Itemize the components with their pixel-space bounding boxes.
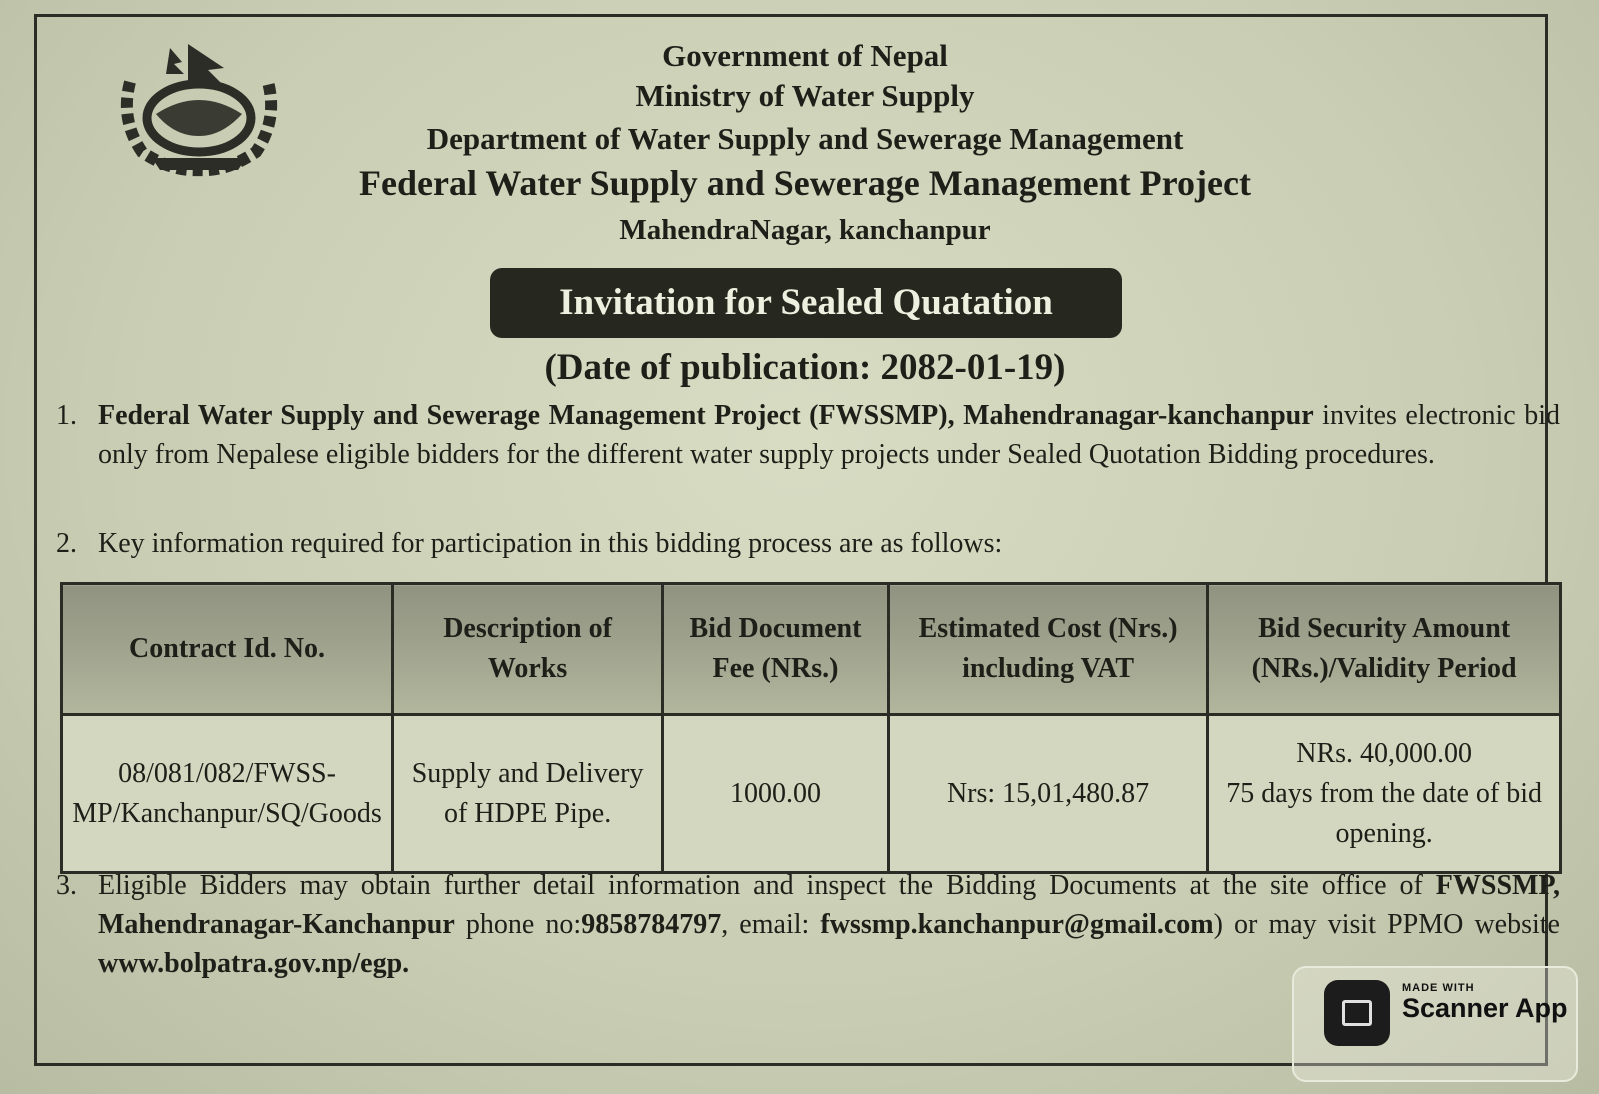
security-amount: NRs. 40,000.00 [1296, 737, 1473, 769]
watermark-made-with: MADE WITH [1402, 982, 1475, 994]
header-fee: Bid Document Fee (NRs.) [663, 584, 889, 715]
header-project: Federal Water Supply and Sewerage Management Project [359, 163, 1251, 203]
paragraph-1 [56, 396, 1560, 474]
paragraph-number: 2. [56, 528, 77, 559]
validity-period: 75 days from the date of bid opening. [1226, 777, 1542, 849]
paragraph-1-bold: Federal Water Supply and Sewerage Management Project (FWSSMP), Mahendranagar-kanchanpur [98, 400, 1314, 431]
publication-date: (Date of publication: 2082-01-19) [544, 347, 1066, 388]
paragraph-2 [56, 524, 1560, 563]
header-estimated-cost: Estimated Cost (Nrs.) including VAT [888, 584, 1207, 715]
nepal-emblem-icon [112, 40, 286, 178]
cell-fee: 1000.00 [663, 715, 889, 873]
cell-contract-id: 08/081/082/FWSS-MP/Kanchanpur/SQ/Goods [62, 715, 393, 873]
paragraph-number: 1. [56, 400, 77, 431]
site-office: FWSSMP, Mahendranagar-Kanchanpur [98, 870, 1560, 940]
table-row [62, 715, 1561, 873]
notice-title-banner: Invitation for Sealed Quatation [490, 268, 1122, 338]
paragraph-number: 3. [56, 870, 77, 901]
header-contract-id: Contract Id. No. [62, 584, 393, 715]
bid-info-table [60, 582, 1562, 874]
scanner-app-icon [1324, 980, 1390, 1046]
paragraph-3-text-3: , email: [721, 909, 821, 940]
header-bid-security: Bid Security Amount (NRs.)/Validity Period [1208, 584, 1561, 715]
scanner-app-watermark [1292, 966, 1578, 1082]
cell-description: Supply and Delivery of HDPE Pipe. [393, 715, 663, 873]
header-government: Government of Nepal [662, 38, 948, 73]
paragraph-3-text-4: ) or may visit PPMO website [1213, 909, 1560, 940]
header-ministry: Ministry of Water Supply [635, 78, 975, 113]
cell-bid-security [1208, 715, 1561, 873]
paragraph-3-text-2: phone no: [454, 909, 582, 940]
header-department: Department of Water Supply and Sewerage Management [426, 121, 1184, 156]
header-location: MahendraNagar, kanchanpur [619, 214, 991, 246]
table-header-row [62, 584, 1561, 715]
email-address: fwssmp.kanchanpur@gmail.com [820, 909, 1214, 940]
website-link: www.bolpatra.gov.np/egp. [98, 948, 410, 979]
paragraph-2-text: Key information required for participation in this bidding process are as follows: [98, 528, 1003, 559]
cell-estimated-cost: Nrs: 15,01,480.87 [888, 715, 1207, 873]
paragraph-1-text: invites electronic bid only from Nepalese eligible bidders for the different water supply projects under Sealed Quotation Bidding procedures. [98, 400, 1560, 470]
paragraph-3-text-1: Eligible Bidders may obtain further detail information and inspect the Bidding Documents at the site office of [98, 870, 1436, 901]
phone-number: 9858784797 [581, 909, 722, 940]
header-description: Description of Works [393, 584, 663, 715]
watermark-app-name: Scanner App [1402, 993, 1568, 1023]
